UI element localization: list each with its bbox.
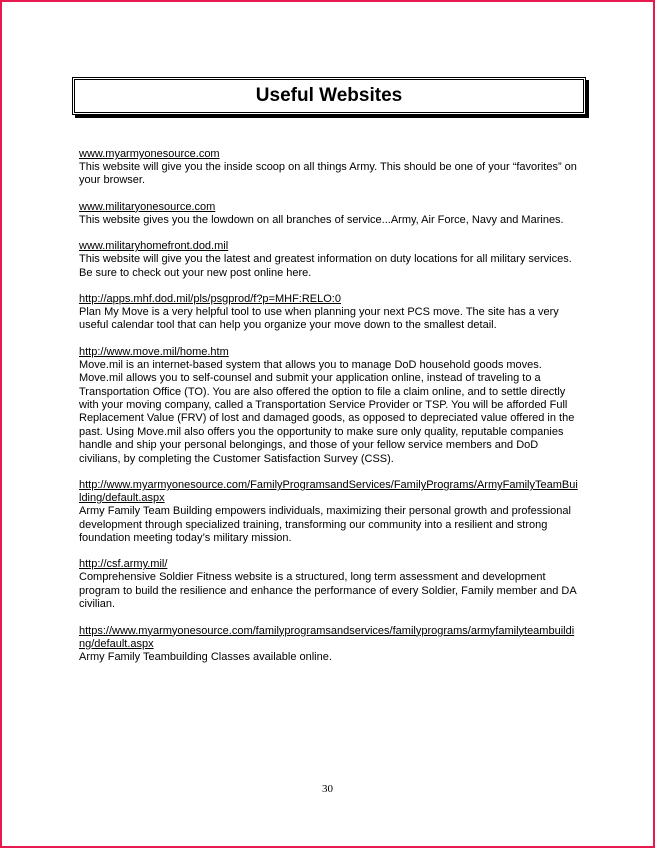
website-description: This website will give you the inside scoop on all things Army. This should be one of your “favorites” on your browser. (79, 161, 577, 187)
website-entry (79, 346, 579, 466)
website-description: Move.mil is an internet-based system that allows you to manage DoD household goods moves. Move.mil allows you to self-counsel and submit your application online, instead of traveling to a Transportation Office (TO). You are also offered the option to file a claim online, and to settle directly with your moving company, called a Transportation Service Provider or TSP. You will be afforded Full Replacement Value (FRV) of lost and damaged goods, as opposed to depreciated value offered in the past. Using Move.mil also offers you the opportunity to make sure only quality, reputable companies handle and ship your personal belongings, and those of your fellow service members and DoD civilians, by completing the Customer Satisfaction Survey (CSS). (79, 358, 575, 465)
page-number: 30 (322, 783, 333, 795)
website-description: Plan My Move is a very helpful tool to use when planning your next PCS move. The site has a very useful calendar tool that can help you organize your move down to the smallest detail. (79, 306, 559, 332)
websites-list (79, 148, 579, 677)
website-description: This website gives you the lowdown on all branches of service...Army, Air Force, Navy and Marines. (79, 213, 564, 226)
page-title: Useful Websites (255, 85, 403, 106)
website-entry (79, 293, 579, 333)
website-entry (79, 148, 579, 188)
website-entry (79, 479, 579, 545)
website-link[interactable]: http://apps.mhf.dod.mil/pls/psgprod/f?p=MHF:RELO:0 (79, 293, 341, 306)
website-link[interactable]: https://www.myarmyonesource.com/familyprogramsandservices/familyprograms/armyfamilyteambuilding/default.aspx (79, 624, 575, 650)
website-entry (79, 201, 579, 227)
website-description: Army Family Teambuilding Classes available online. (79, 650, 332, 663)
website-link[interactable]: www.militaryhomefront.dod.mil (79, 240, 229, 253)
website-link[interactable]: www.myarmyonesource.com (79, 148, 220, 160)
website-link[interactable]: http://www.move.mil/home.htm (79, 345, 229, 358)
website-link[interactable]: http://www.myarmyonesource.com/FamilyProgramsandServices/FamilyPrograms/ArmyFamilyTeamBuilding/default.aspx (79, 479, 578, 505)
website-entry (79, 558, 579, 611)
website-description: Army Family Team Building empowers individuals, maximizing their personal growth and professional development through specialized training, transforming our community into a resilient and strong foundation meeting today’s military mission. (79, 505, 571, 544)
website-link[interactable]: http://csf.army.mil/ (79, 558, 168, 571)
website-link[interactable]: www.militaryonesource.com (79, 200, 216, 213)
website-entry (79, 240, 579, 280)
website-description: Comprehensive Soldier Fitness website is a structured, long term assessment and development program to build the resilience and enhance the performance of every Soldier, Family member and DA civilian. (79, 571, 577, 611)
website-description: This website will give you the latest and greatest information on duty locations for all military services. Be sure to check out your new post online here. (79, 253, 572, 279)
title-box (72, 77, 586, 115)
website-entry (79, 625, 579, 664)
